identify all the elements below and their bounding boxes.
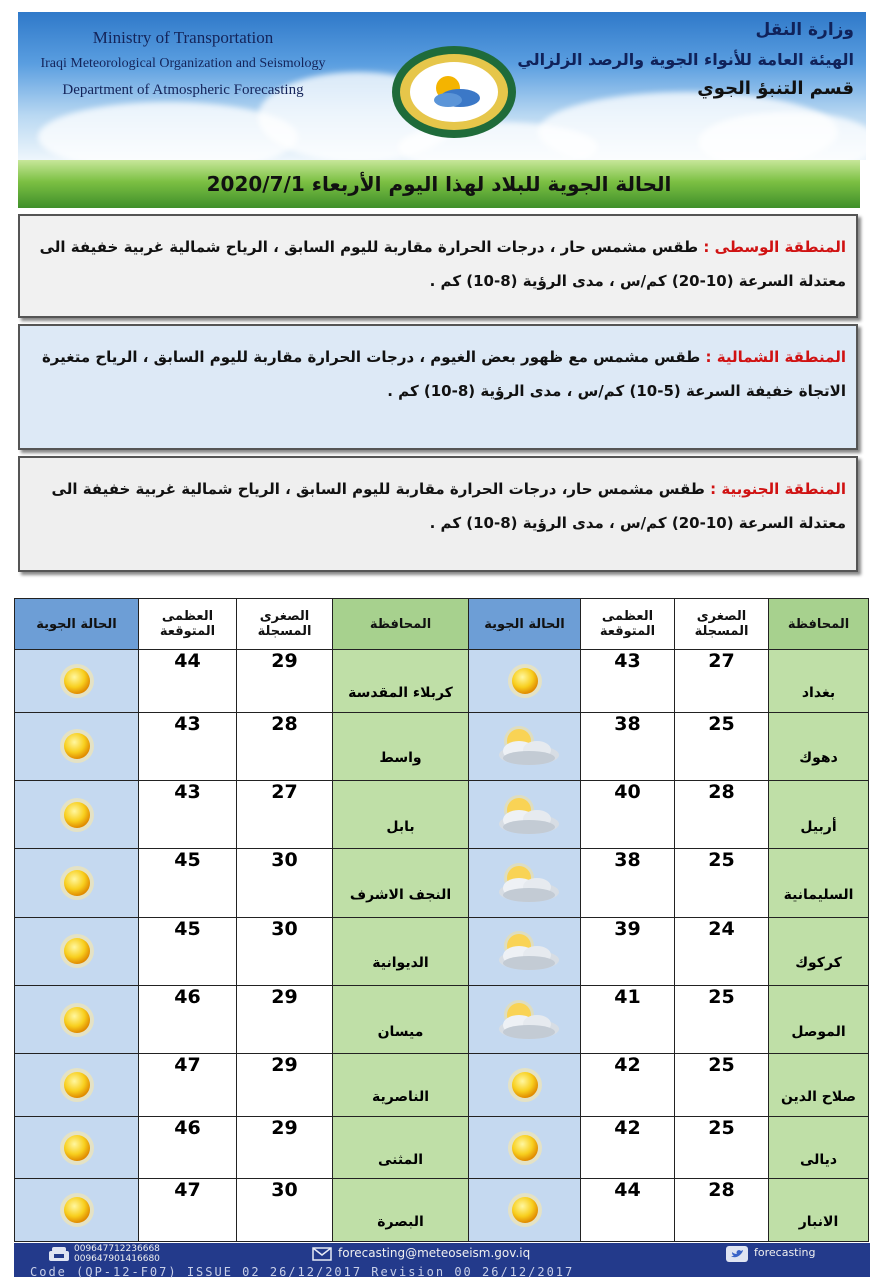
table-row	[15, 1116, 869, 1179]
table-row	[15, 849, 869, 917]
organization-name-ar: الهيئة العامة للأنواء الجوية والرصد الزلزالي	[517, 50, 854, 69]
province-cell	[769, 1179, 869, 1242]
province-name: بغداد	[801, 684, 836, 701]
max-temp-cell: 44	[581, 1179, 675, 1242]
min-temp-cell: 29	[237, 985, 333, 1053]
condition-cell	[15, 1179, 139, 1242]
condition-cell	[469, 1116, 581, 1179]
table-header-row	[15, 599, 869, 650]
max-temp-cell: 43	[581, 650, 675, 713]
max-temp-cell: 47	[139, 1179, 237, 1242]
condition-cell	[15, 985, 139, 1053]
condition-cell	[15, 1116, 139, 1179]
province-name: البصرة	[377, 1214, 424, 1231]
department-name-en: Department of Atmospheric Forecasting	[62, 82, 304, 98]
header-province: المحافظة	[333, 599, 469, 650]
province-cell	[333, 780, 469, 848]
twitter-icon	[726, 1246, 748, 1262]
condition-cell	[469, 780, 581, 848]
condition-cell	[469, 1179, 581, 1242]
forecast-central	[18, 214, 858, 318]
region-label: المنطقة الجنوبية :	[710, 480, 846, 498]
condition-cell	[469, 1054, 581, 1117]
province-cell	[769, 849, 869, 917]
province-cell	[333, 1116, 469, 1179]
max-temp-cell: 45	[139, 917, 237, 985]
max-temp-cell: 39	[581, 917, 675, 985]
province-cell	[333, 917, 469, 985]
province-cell	[333, 985, 469, 1053]
max-temp-cell: 47	[139, 1054, 237, 1117]
header-max: العظمى المتوقعة	[139, 599, 237, 650]
province-cell	[333, 849, 469, 917]
province-cell	[769, 985, 869, 1053]
max-temp-cell: 38	[581, 849, 675, 917]
forecast-text: طقس مشمس مع ظهور بعض الغيوم ، درجات الحرارة مقاربة لليوم السابق ، الرياح متغيرة الاتجاة خفيفة السرعة (5-10) كم/س ، مدى الرؤية (8-10) كم .	[41, 348, 846, 400]
province-cell	[333, 712, 469, 780]
sun-icon	[56, 1064, 98, 1106]
sun-icon	[56, 930, 98, 972]
province-name: كربلاء المقدسة	[348, 684, 453, 701]
province-cell	[333, 1054, 469, 1117]
max-temp-cell: 44	[139, 650, 237, 713]
header-min: الصغرى المسجلة	[237, 599, 333, 650]
table-row	[15, 780, 869, 848]
partly-cloudy-icon	[487, 860, 563, 906]
max-temp-cell: 46	[139, 985, 237, 1053]
header-province: المحافظة	[769, 599, 869, 650]
region-label: المنطقة الوسطى :	[703, 238, 846, 256]
province-cell	[769, 1116, 869, 1179]
sun-icon	[504, 1189, 546, 1231]
min-temp-cell: 29	[237, 1116, 333, 1179]
footer-bar	[14, 1243, 870, 1277]
sun-icon	[56, 1189, 98, 1231]
sun-icon	[56, 999, 98, 1041]
min-temp-cell: 25	[675, 1054, 769, 1117]
province-cell	[769, 917, 869, 985]
table-row	[15, 1179, 869, 1242]
sun-icon	[504, 1064, 546, 1106]
province-name: الديوانية	[372, 955, 429, 972]
forecast-text: طقس مشمس حار، درجات الحرارة مقاربة لليوم السابق ، الرياح شمالية غربية خفيفة الى معتدلة السرعة (10-20) كم/س ، مدى الرؤية (8-10) كم .	[51, 480, 846, 532]
min-temp-cell: 30	[237, 849, 333, 917]
max-temp-cell: 42	[581, 1054, 675, 1117]
min-temp-cell: 28	[675, 780, 769, 848]
partly-cloudy-icon	[487, 723, 563, 769]
min-temp-cell: 28	[675, 1179, 769, 1242]
header-min: الصغرى المسجلة	[675, 599, 769, 650]
province-name: المثنى	[377, 1151, 424, 1168]
province-cell	[769, 1054, 869, 1117]
province-name: أربيل	[800, 818, 837, 835]
province-cell	[333, 650, 469, 713]
min-temp-cell: 25	[675, 712, 769, 780]
min-temp-cell: 25	[675, 849, 769, 917]
forecast-south	[18, 456, 858, 572]
header-condition: الحالة الجوية	[469, 599, 581, 650]
partly-cloudy-icon	[487, 928, 563, 974]
min-temp-cell: 30	[237, 917, 333, 985]
condition-cell	[469, 712, 581, 780]
date-title-banner	[18, 160, 860, 208]
min-temp-cell: 25	[675, 985, 769, 1053]
header-condition: الحالة الجوية	[15, 599, 139, 650]
envelope-icon	[312, 1247, 332, 1261]
min-temp-cell: 27	[237, 780, 333, 848]
document-code: Code (QP-12-F07) ISSUE 02 26/12/2017 Revision 00 26/12/2017	[30, 1265, 575, 1279]
partly-cloudy-icon	[487, 792, 563, 838]
province-name: الموصل	[791, 1023, 846, 1040]
sun-icon	[56, 660, 98, 702]
phone-number: 009647901416680	[74, 1254, 160, 1264]
province-name: السليمانية	[783, 886, 854, 903]
province-name: بابل	[386, 818, 415, 835]
province-cell	[769, 650, 869, 713]
table-row	[15, 917, 869, 985]
social-handle[interactable]: forecasting	[754, 1246, 816, 1259]
contact-email[interactable]: forecasting@meteoseism.gov.iq	[338, 1246, 531, 1260]
condition-cell	[15, 849, 139, 917]
condition-cell	[469, 849, 581, 917]
table-row	[15, 1054, 869, 1117]
condition-cell	[15, 917, 139, 985]
table-row	[15, 712, 869, 780]
max-temp-cell: 43	[139, 780, 237, 848]
condition-cell	[469, 650, 581, 713]
organization-name-en: Iraqi Meteorological Organization and Seismology	[40, 56, 326, 71]
sun-icon	[504, 660, 546, 702]
condition-cell	[469, 985, 581, 1053]
sun-icon	[56, 1127, 98, 1169]
max-temp-cell: 41	[581, 985, 675, 1053]
min-temp-cell: 29	[237, 1054, 333, 1117]
province-name: ميسان	[377, 1023, 424, 1040]
sun-icon	[56, 725, 98, 767]
condition-cell	[15, 712, 139, 780]
province-name: واسط	[379, 750, 422, 767]
province-cell	[333, 1179, 469, 1242]
cloud-sun-emblem-icon	[390, 44, 518, 140]
region-label: المنطقة الشمالية :	[705, 348, 846, 366]
province-name: دهوك	[799, 750, 838, 767]
condition-cell	[15, 1054, 139, 1117]
max-temp-cell: 38	[581, 712, 675, 780]
province-cell	[769, 712, 869, 780]
max-temp-cell: 40	[581, 780, 675, 848]
max-temp-cell: 43	[139, 712, 237, 780]
province-name: كركوك	[795, 955, 842, 972]
min-temp-cell: 24	[675, 917, 769, 985]
ministry-name-ar: وزارة النقل	[755, 20, 854, 40]
province-weather-table	[14, 598, 869, 1242]
header-max: العظمى المتوقعة	[581, 599, 675, 650]
condition-cell	[15, 780, 139, 848]
province-cell	[769, 780, 869, 848]
table-row	[15, 650, 869, 713]
forecast-text: طقس مشمس حار ، درجات الحرارة مقاربة لليوم السابق ، الرياح شمالية غربية خفيفة الى معتدلة السرعة (10-20) كم/س ، مدى الرؤية (8-10) كم .	[39, 238, 846, 290]
sun-icon	[56, 862, 98, 904]
header-banner	[18, 12, 866, 160]
table-row	[15, 985, 869, 1053]
max-temp-cell: 46	[139, 1116, 237, 1179]
partly-cloudy-icon	[487, 997, 563, 1043]
page-title: الحالة الجوية للبلاد لهذا اليوم الأربعاء 2020/7/1	[206, 172, 672, 196]
min-temp-cell: 28	[237, 712, 333, 780]
sun-icon	[56, 794, 98, 836]
max-temp-cell: 42	[581, 1116, 675, 1179]
sun-icon	[504, 1127, 546, 1169]
min-temp-cell: 29	[237, 650, 333, 713]
forecast-north	[18, 324, 858, 450]
province-name: الانبار	[798, 1214, 839, 1231]
province-name: ديالى	[799, 1151, 838, 1168]
phone-icon	[48, 1246, 70, 1262]
max-temp-cell: 45	[139, 849, 237, 917]
condition-cell	[15, 650, 139, 713]
province-name: الناصرية	[371, 1089, 429, 1106]
province-name: صلاح الدين	[780, 1089, 857, 1106]
ministry-name-en: Ministry of Transportation	[92, 28, 274, 47]
department-name-ar: قسم التنبؤ الجوي	[697, 78, 854, 99]
condition-cell	[469, 917, 581, 985]
min-temp-cell: 25	[675, 1116, 769, 1179]
min-temp-cell: 27	[675, 650, 769, 713]
province-name: النجف الاشرف	[349, 886, 452, 903]
min-temp-cell: 30	[237, 1179, 333, 1242]
phone-number: 009647712236668	[74, 1244, 160, 1254]
